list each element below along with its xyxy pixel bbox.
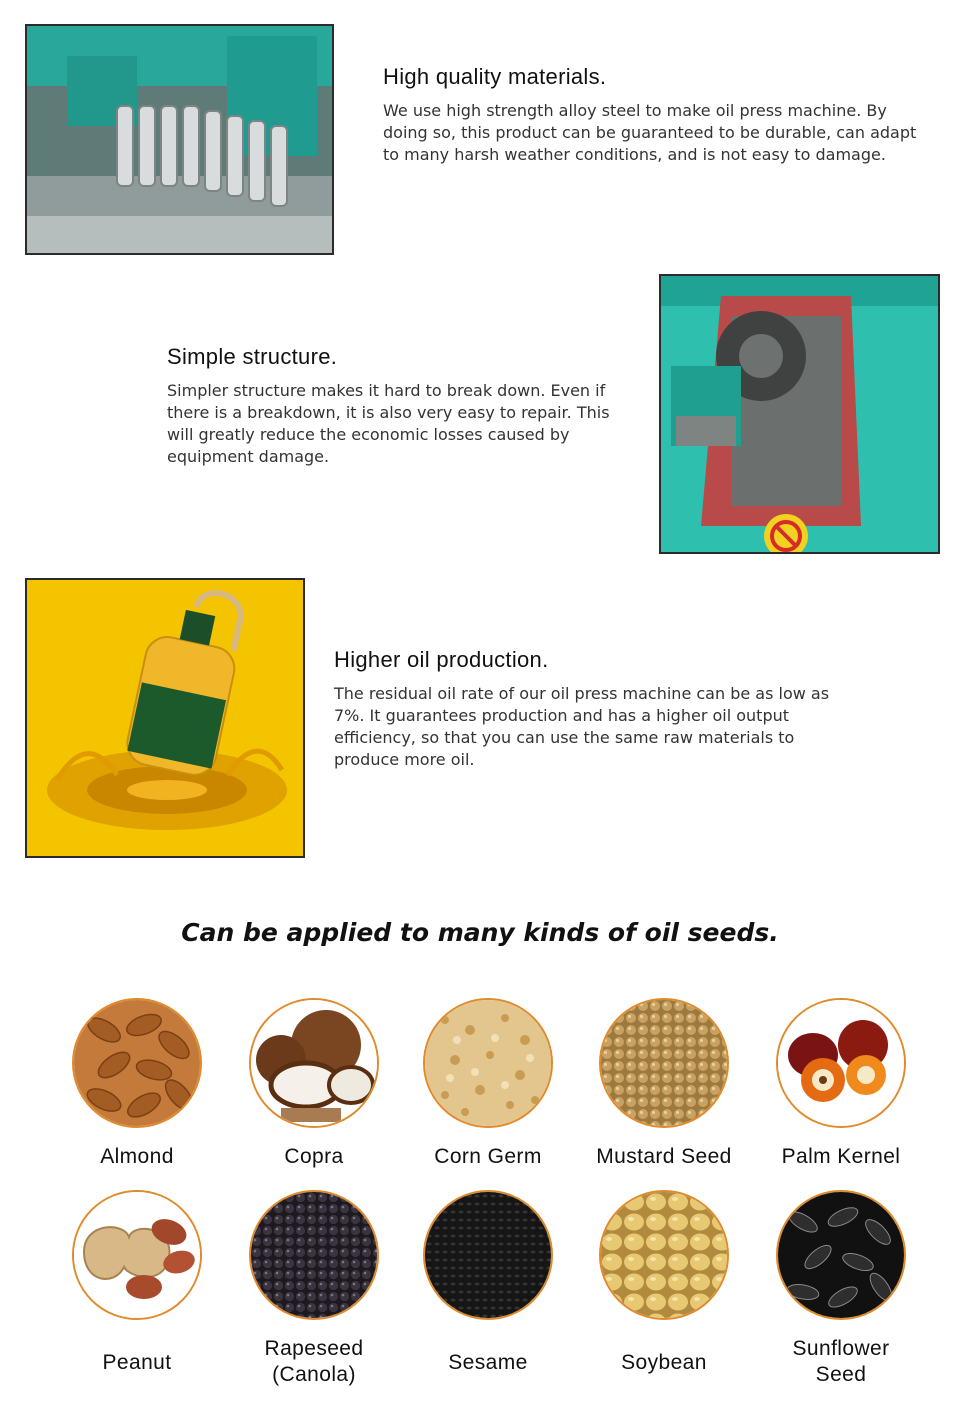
oil-bottle-photo: [25, 578, 305, 858]
seed-item-soybean: [579, 1190, 749, 1376]
seed-label: Sesame: [448, 1351, 528, 1374]
seed-item-corn-germ: [403, 998, 573, 1170]
copra-icon: [249, 998, 379, 1128]
seed-item-peanut: [52, 1190, 222, 1376]
almond-icon: [72, 998, 202, 1128]
mustard-seed-icon: [599, 998, 729, 1128]
sunflower-seed-icon: [776, 1190, 906, 1320]
seed-label: Sunflower Seed: [792, 1337, 890, 1386]
seed-label: Almond: [100, 1145, 174, 1168]
seed-label: Palm Kernel: [781, 1145, 901, 1168]
seed-item-sunflower-seed: [756, 1190, 926, 1388]
feature-title: Higher oil production.: [334, 647, 549, 672]
feature-text: We use high strength alloy steel to make oil press machine. By doing so, this product can be guaranteed to be durable, can adapt to many harsh weather conditions, and is not easy to damage.: [383, 101, 917, 164]
seed-item-sesame: [403, 1190, 573, 1376]
rapeseed-icon: [249, 1190, 379, 1320]
seed-item-rapeseed: [229, 1190, 399, 1388]
feature-title: Simple structure.: [167, 344, 338, 369]
feature-text: The residual oil rate of our oil press machine can be as low as 7%. It guarantees production and has a higher oil output efficiency, so that you can use the same raw materials to produce more oil.: [334, 684, 830, 769]
palm-kernel-icon: [776, 998, 906, 1128]
seed-label: Mustard Seed: [596, 1145, 732, 1168]
seed-label: Copra: [284, 1145, 344, 1168]
seed-label: Rapeseed (Canola): [264, 1337, 364, 1386]
feature-simple-structure: [167, 344, 637, 468]
feature-title: High quality materials.: [383, 64, 607, 89]
feature-text: Simpler structure makes it hard to break down. Even if there is a breakdown, it is also very easy to repair. This will greatly reduce the economic losses caused by equipment damage.: [167, 381, 610, 466]
seed-label: Corn Germ: [434, 1145, 542, 1168]
soybean-icon: [599, 1190, 729, 1320]
seed-label: Soybean: [621, 1351, 707, 1374]
seeds-heading: Can be applied to many kinds of oil seeds.: [181, 918, 779, 947]
seed-item-palm-kernel: [756, 998, 926, 1170]
seed-item-copra: [229, 998, 399, 1170]
sesame-icon: [423, 1190, 553, 1320]
oil-press-screw-photo: [25, 24, 334, 255]
feature-high-quality: [383, 64, 923, 166]
seed-item-mustard-seed: [579, 998, 749, 1170]
peanut-icon: [72, 1190, 202, 1320]
feature-higher-oil: [334, 647, 864, 771]
seed-item-almond: [52, 998, 222, 1170]
oil-press-shaft-photo: [659, 274, 940, 554]
corn-germ-icon: [423, 998, 553, 1128]
seed-label: Peanut: [102, 1351, 172, 1374]
